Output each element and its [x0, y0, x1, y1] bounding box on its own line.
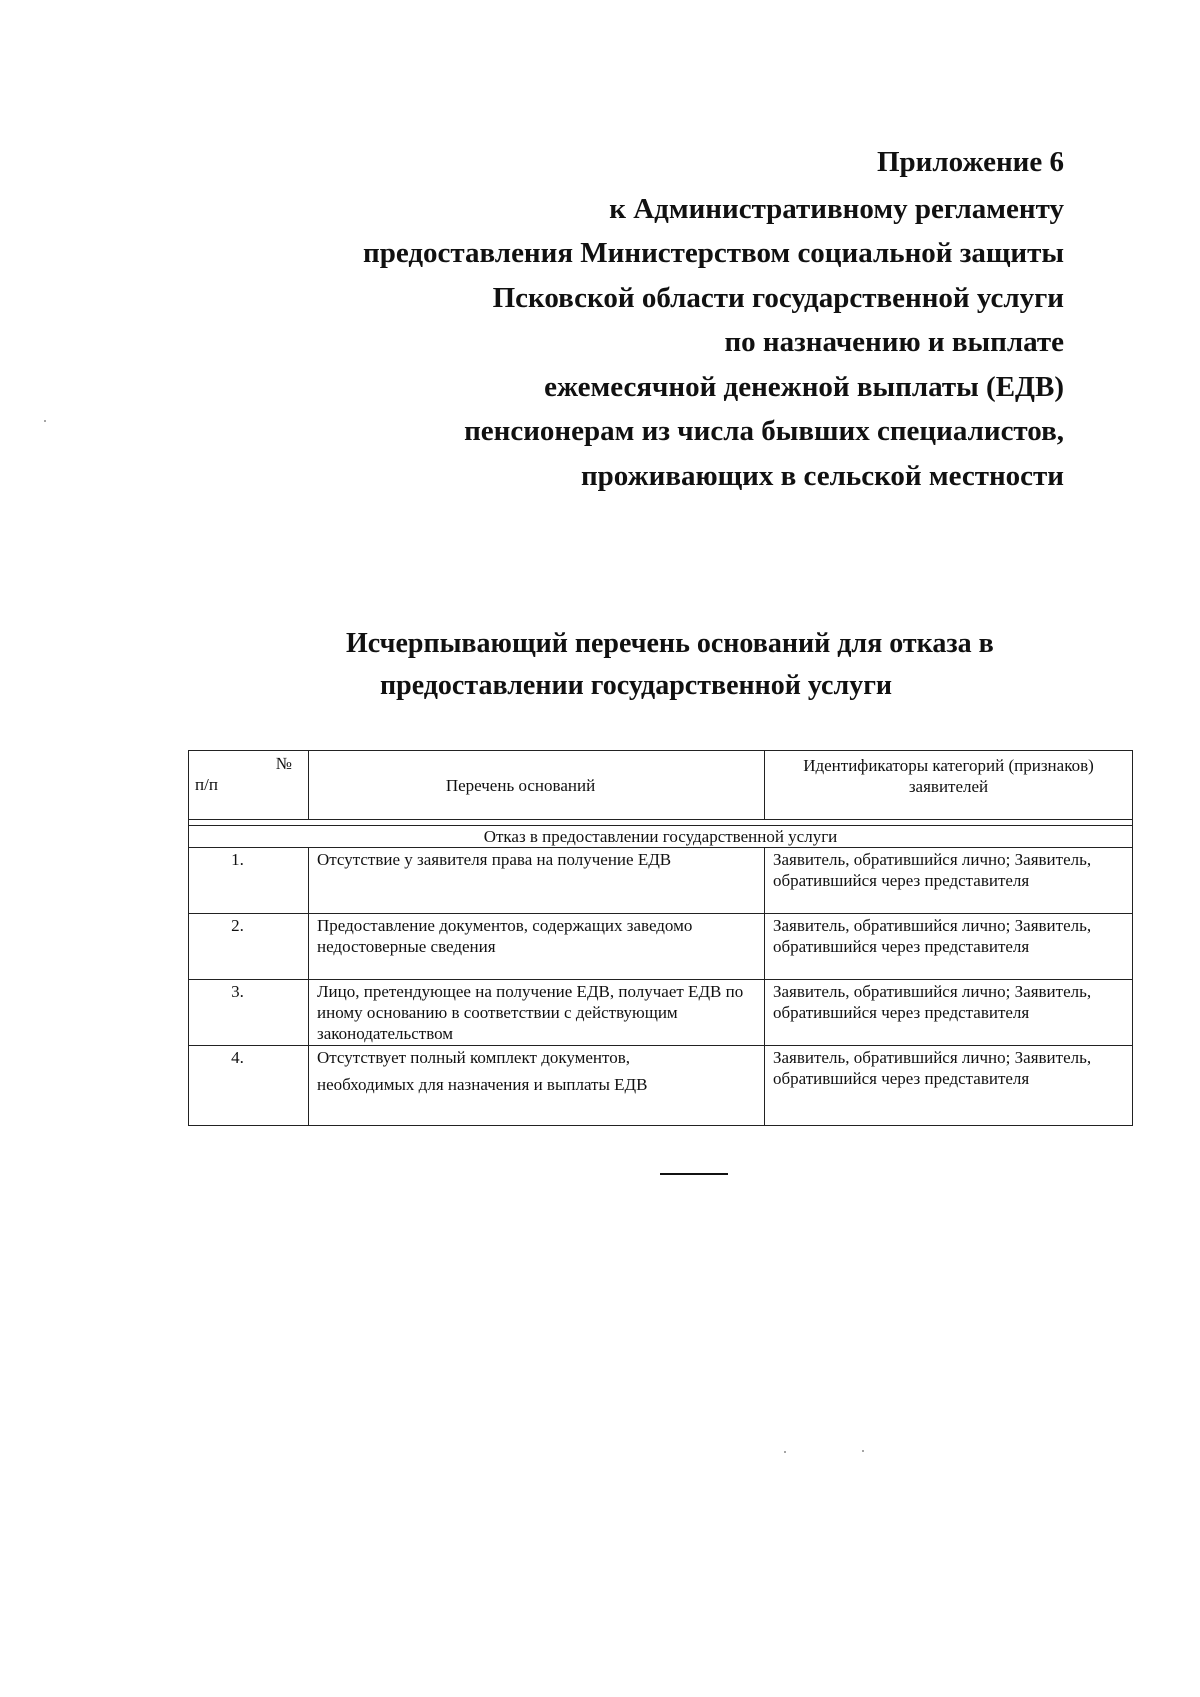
header-line: к Административному регламенту: [609, 192, 1064, 225]
table-header-row: [189, 751, 1133, 820]
appendix-number: Приложение 6: [877, 146, 1064, 178]
table-row: [189, 914, 1133, 980]
scan-speck: [862, 1450, 864, 1452]
header-identifiers-cell: Идентификаторы категорий (признаков) заявителей: [765, 751, 1133, 820]
header-line: предоставления Министерством социальной защиты: [363, 237, 1064, 269]
scan-speck: [784, 1451, 786, 1453]
header-line: ежемесячной денежной выплаты (ЕДВ): [544, 370, 1064, 403]
row-number: 3.: [189, 980, 309, 1046]
table-row: [189, 1046, 1133, 1126]
row-reason: Отсутствие у заявителя права на получение ЕДВ: [309, 848, 765, 914]
table-row: [189, 980, 1133, 1046]
row-number: 2.: [189, 914, 309, 980]
row-reason: [309, 1046, 765, 1126]
title-line-1: Исчерпывающий перечень оснований для отказа в: [346, 628, 994, 659]
table-row: [189, 848, 1133, 914]
title-line-2: предоставлении государственной услуги: [380, 670, 893, 701]
section-cell: Отказ в предоставлении государственной услуги: [189, 826, 1133, 848]
header-line: пенсионерам из числа бывших специалистов,: [464, 415, 1064, 447]
row-number: 1.: [189, 848, 309, 914]
row-reason-line-2: необходимых для назначения и выплаты ЕДВ: [317, 1075, 648, 1094]
row-identifiers: Заявитель, обратившийся лично; Заявитель, обратившийся через представителя: [765, 1046, 1133, 1126]
row-reason: Предоставление документов, содержащих заведомо недостоверные сведения: [309, 914, 765, 980]
header-line: проживающих в сельской местности: [580, 459, 1064, 492]
row-number: 4.: [189, 1046, 309, 1126]
table-section-row: [189, 826, 1133, 848]
row-identifiers: Заявитель, обратившийся лично; Заявитель, обратившийся через представителя: [765, 980, 1133, 1046]
row-identifiers: Заявитель, обратившийся лично; Заявитель, обратившийся через представителя: [765, 914, 1133, 980]
closing-rule: [660, 1173, 728, 1175]
header-reasons-cell: Перечень оснований: [309, 751, 765, 820]
number-sign: №: [275, 754, 292, 773]
row-identifiers: Заявитель, обратившийся лично; Заявитель, обратившийся через представителя: [765, 848, 1133, 914]
row-reason: Лицо, претендующее на получение ЕДВ, получает ЕДВ по иному основанию в соответствии с действующим законодательством: [309, 980, 765, 1046]
appendix-header: [264, 140, 1064, 498]
header-line: Псковской области государственной услуги: [492, 281, 1064, 314]
grounds-table: [188, 750, 1133, 1126]
header-line: по назначению и выплате: [724, 326, 1064, 358]
number-sub: п/п: [195, 775, 218, 794]
row-reason-line-1: Отсутствует полный комплект документов,: [317, 1048, 631, 1067]
header-number-cell: [189, 751, 309, 820]
scan-speck: [44, 420, 46, 422]
